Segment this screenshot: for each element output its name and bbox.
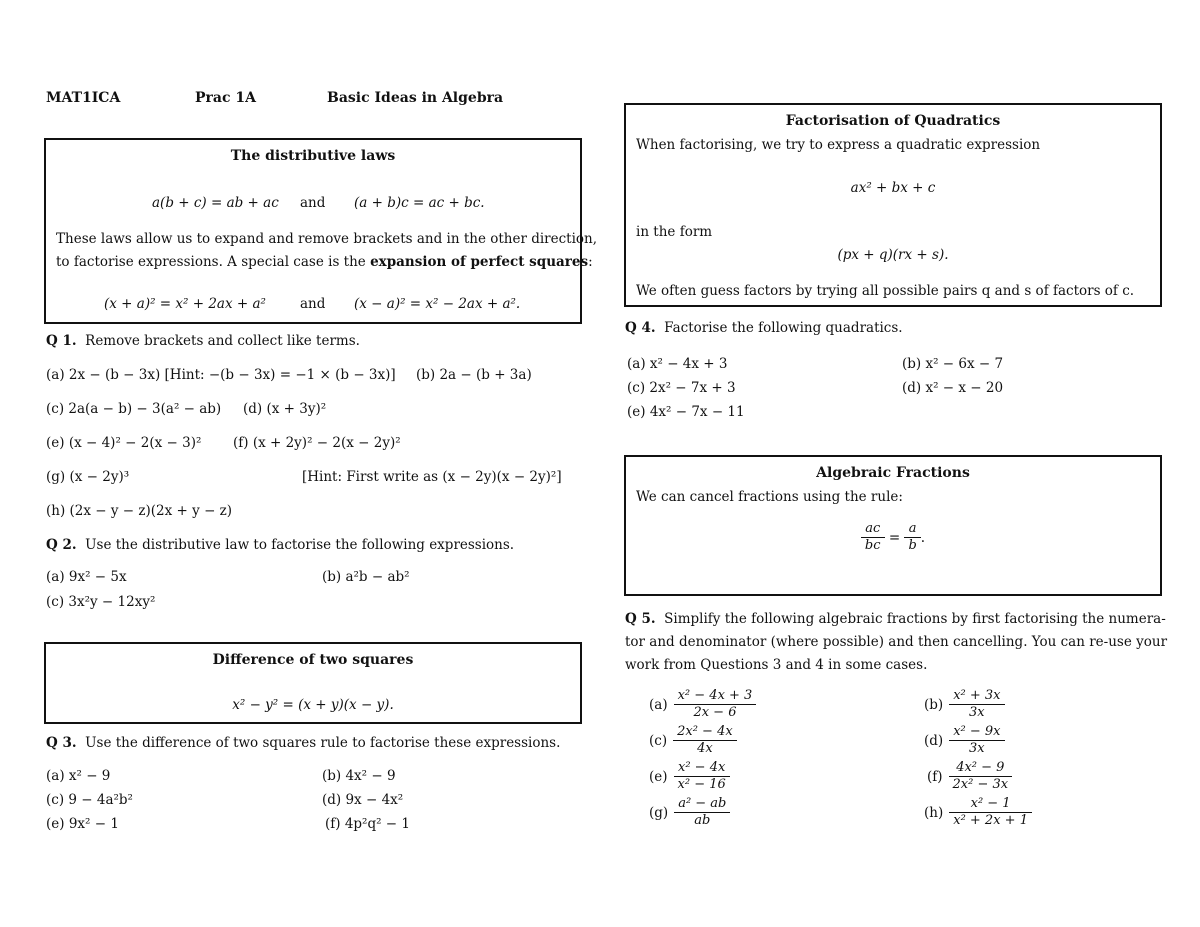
q1-item-g-hint: [Hint: First write as (x − 2y)(x − 2y)²] — [302, 469, 562, 485]
difference-of-squares-box — [44, 642, 582, 724]
q1-item-g: (g) (x − 2y)³ — [46, 469, 130, 485]
course-code: MAT1ICA — [46, 90, 121, 106]
factored-form: (px + q)(rx + s). — [837, 247, 949, 263]
box-text-line-3: We often guess factors by trying all possible pairs q and s of factors of c. — [636, 283, 1135, 299]
factorisation-box — [624, 103, 1162, 307]
q5-item-e: (e) $\frac{\text{x² − 4x}}{\text{x² − 16}}$ — [649, 760, 730, 793]
difference-formula: x² − y² = (x + y)(x − y). — [232, 697, 394, 713]
question-5-line-2: tor and denominator (where possible) and then cancelling. You can re-use your — [625, 634, 1168, 650]
prac-label: Prac 1A — [195, 90, 256, 106]
box-text-line-2: to factorise expressions. A special case is the expansion of perfect squares: — [56, 254, 593, 270]
perfect-square-plus: (x + a)² = x² + 2ax + a² — [104, 296, 266, 312]
q3-item-f: (f) 4p²q² − 1 — [325, 816, 411, 832]
fraction-rhs: $\frac{a}{b}$ — [904, 521, 920, 554]
box-text-line-2: in the form — [636, 224, 713, 240]
perfect-squares-term: expansion of perfect squares — [370, 254, 589, 270]
question-1-prompt: Q 1. Remove brackets and collect like terms. — [46, 333, 360, 349]
q5-item-d: (d) $\frac{\text{x² − 9x}}{3x}$ — [924, 724, 1005, 757]
q1-item-d: (d) (x + 3y)² — [243, 401, 327, 417]
q3-item-d: (d) 9x − 4x² — [322, 792, 404, 808]
box-title: Algebraic Fractions — [816, 465, 970, 481]
box-text-line-1: When factorising, we try to express a quadratic expression — [636, 137, 1041, 153]
q1-item-b: (b) 2a − (b + 3a) — [416, 367, 532, 383]
q1-item-a: (a) 2x − (b − 3x) [Hint: −(b − 3x) = −1 × (b − 3x)] — [46, 367, 396, 383]
q4-item-b: (b) x² − 6x − 7 — [902, 356, 1004, 372]
q3-item-c: (c) 9 − 4a²b² — [46, 792, 133, 808]
question-5-prompt: Q 5. Simplify the following algebraic fractions by first factorising the numera- — [625, 611, 1166, 627]
cancel-rule: $\frac{ac}{bc}$ = $\frac{a}{b}$ . — [626, 521, 1160, 554]
q1-item-c: (c) 2a(a − b) − 3(a² − ab) — [46, 401, 222, 417]
q3-item-b: (b) 4x² − 9 — [322, 768, 396, 784]
q4-item-d: (d) x² − x − 20 — [902, 380, 1004, 396]
q5-item-c: (c) $\frac{\text{2x² − 4x}}{4x}$ — [649, 724, 737, 757]
box-title: Factorisation of Quadratics — [785, 113, 1001, 129]
distributive-law-2: (a + b)c = ac + bc. — [354, 195, 485, 211]
page-title: Basic Ideas in Algebra — [327, 90, 504, 106]
question-3-prompt: Q 3. Use the difference of two squares rule to factorise these expressions. — [46, 735, 561, 751]
q2-item-b: (b) a²b − ab² — [322, 569, 410, 585]
box-text-line-1: These laws allow us to expand and remove brackets and in the other direction, — [56, 231, 598, 247]
and-text: and — [300, 195, 326, 211]
q5-item-h: (h) $\frac{\text{x² − 1}}{\text{x² + 2x + 1}}$ — [924, 796, 1032, 829]
box-title: The distributive laws — [230, 148, 396, 164]
q5-item-b: (b) $\frac{\text{x² + 3x}}{3x}$ — [924, 688, 1005, 721]
q2-item-a: (a) 9x² − 5x — [46, 569, 127, 585]
algebraic-fractions-box — [624, 455, 1162, 596]
question-5-line-3: work from Questions 3 and 4 in some cases. — [625, 657, 928, 673]
q2-item-c: (c) 3x²y − 12xy² — [46, 594, 156, 610]
q1-item-f: (f) (x + 2y)² − 2(x − 2y)² — [233, 435, 401, 451]
question-4-prompt: Q 4. Factorise the following quadratics. — [625, 320, 903, 336]
q1-item-e: (e) (x − 4)² − 2(x − 3)² — [46, 435, 202, 451]
perfect-square-minus: (x − a)² = x² − 2ax + a². — [354, 296, 521, 312]
q3-item-e: (e) 9x² − 1 — [46, 816, 119, 832]
box-text: We can cancel fractions using the rule: — [636, 489, 903, 505]
q1-item-h: (h) (2x − y − z)(2x + y − z) — [46, 503, 233, 519]
q5-item-a: (a) $\frac{\text{x² − 4x + 3}}{2x - 6}$ — [649, 688, 756, 721]
quadratic-expression: ax² + bx + c — [850, 180, 936, 196]
q5-item-f: (f) $\frac{\text{4x² − 9}}{\text{2x² − 3x}}$ — [927, 760, 1012, 793]
box-title: Difference of two squares — [212, 652, 414, 668]
question-2-prompt: Q 2. Use the distributive law to factorise the following expressions. — [46, 537, 515, 553]
q3-item-a: (a) x² − 9 — [46, 768, 111, 784]
q4-item-e: (e) 4x² − 7x − 11 — [627, 404, 745, 420]
distributive-laws-box — [44, 138, 598, 324]
fraction-lhs: $\frac{ac}{bc}$ — [861, 521, 885, 554]
and-text: and — [300, 296, 326, 312]
q4-item-c: (c) 2x² − 7x + 3 — [627, 380, 736, 396]
q4-item-a: (a) x² − 4x + 3 — [627, 356, 728, 372]
distributive-law-1: a(b + c) = ab + ac — [152, 195, 279, 211]
q5-item-g: (g) $\frac{\text{a² − ab}}{ab}$ — [649, 796, 730, 829]
